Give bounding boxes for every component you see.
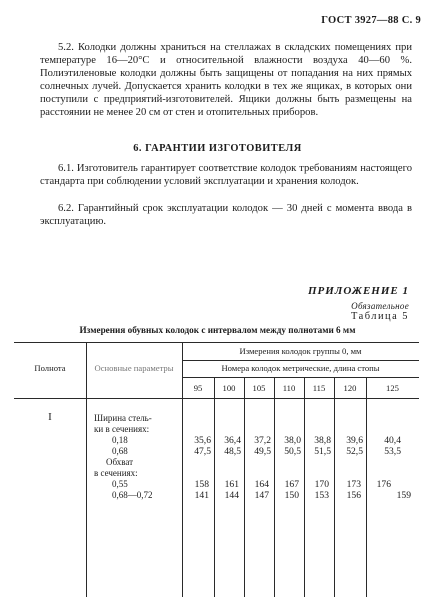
- param-line: 0,18: [112, 435, 128, 445]
- width-018-value: 37,2: [254, 435, 271, 446]
- width-018-value: 38,8: [314, 435, 331, 446]
- section-6-heading: 6. ГАРАНТИИ ИЗГОТОВИТЕЛЯ: [133, 143, 302, 154]
- width-068-value: 52,5: [346, 446, 363, 457]
- table-label: Таблица 5: [351, 311, 409, 322]
- param-line: Обхват: [106, 457, 134, 467]
- size-header: 100: [222, 383, 236, 393]
- girth-068-072-value: 147: [254, 490, 269, 501]
- header-fullness: Полнота: [34, 363, 66, 373]
- size-header: 125: [386, 383, 399, 393]
- width-068-value: 47,5: [194, 446, 211, 457]
- paragraph-6-2: 6.2. Гарантийный срок эксплуатации колодок — 30 дней с момента ввода в эксплуатацию.: [40, 203, 412, 228]
- column-rule: [182, 342, 183, 597]
- param-line: 0,68: [112, 446, 128, 456]
- width-018-value: 38,0: [284, 435, 301, 446]
- header-sizes-caption: Номера колодок метрические, длина стопы: [221, 363, 380, 373]
- appendix-status: Обязательное: [351, 301, 409, 311]
- girth-055-value: 176: [376, 479, 391, 490]
- column-rule: [86, 342, 87, 597]
- width-068-value: 49,5: [254, 446, 271, 457]
- width-068-value: 48,5: [224, 446, 241, 457]
- size-header: 105: [252, 383, 266, 393]
- width-068-value: 50,5: [284, 446, 301, 457]
- girth-055-value: 164: [254, 479, 269, 490]
- header-parameters: Основные параметры: [94, 363, 174, 373]
- girth-068-072-value: 141: [194, 490, 209, 501]
- girth-055-value: 170: [314, 479, 329, 490]
- girth-055-value: 173: [346, 479, 361, 490]
- param-line: 0,68—0,72: [112, 490, 153, 500]
- girth-068-072-value: 153: [314, 490, 329, 501]
- size-header: 95: [193, 383, 203, 393]
- group-header-rule: [182, 360, 419, 361]
- appendix-title: ПРИЛОЖЕНИЕ 1: [307, 285, 409, 297]
- girth-068-072-value: 156: [346, 490, 361, 501]
- size-header: 115: [312, 383, 326, 393]
- paragraph-5-2: 5.2. Колодки должны храниться на стеллажах в складских помещениях при температуре 16—20°С и относительной влажности воздуха 40—60 %. Полиэтиленовые колодки должны быть защищены от попадания на них прямых солнечных лучей. Допускается хранить колодки в тех же ящиках, в которых они поступили с предприятий-изготовителей. Ящики должны быть размещены на расстоянии не менее 20 см от стен и отопительных приборов.: [40, 42, 412, 119]
- table-title: Измерения обувных колодок с интервалом между полнотами 6 мм: [79, 325, 356, 335]
- girth-068-072-value: 159: [396, 490, 411, 501]
- header-bottom-rule: [14, 398, 419, 399]
- param-line: ки в сечениях:: [94, 424, 150, 434]
- size-header: 120: [343, 383, 357, 393]
- width-068-value: 53,5: [384, 446, 401, 457]
- width-018-value: 40,4: [384, 435, 401, 446]
- fullness-value: I: [48, 411, 52, 423]
- girth-055-value: 161: [224, 479, 239, 490]
- paragraph-6-1: 6.1. Изготовитель гарантирует соответствие колодок требованиям настоящего стандарта при соблюдении условий эксплуатации и хранения колодок.: [40, 163, 412, 188]
- param-line: Ширина стель-: [94, 413, 152, 423]
- param-line: 0,55: [112, 479, 128, 489]
- param-line: в сечениях:: [94, 468, 138, 478]
- width-018-value: 39,6: [346, 435, 363, 446]
- girth-055-value: 158: [194, 479, 209, 490]
- width-018-value: 36,4: [224, 435, 241, 446]
- girth-055-value: 167: [284, 479, 299, 490]
- girth-068-072-value: 144: [224, 490, 239, 501]
- width-018-value: 35,6: [194, 435, 211, 446]
- header-group: Измерения колодок группы 0, мм: [239, 346, 362, 356]
- measurements-table: [14, 342, 419, 597]
- running-head: ГОСТ 3927—88 С. 9: [321, 15, 421, 26]
- girth-068-072-value: 150: [284, 490, 299, 501]
- size-header: 110: [282, 383, 296, 393]
- table-top-rule: [14, 342, 419, 343]
- width-068-value: 51,5: [314, 446, 331, 457]
- sizes-caption-rule: [182, 377, 419, 378]
